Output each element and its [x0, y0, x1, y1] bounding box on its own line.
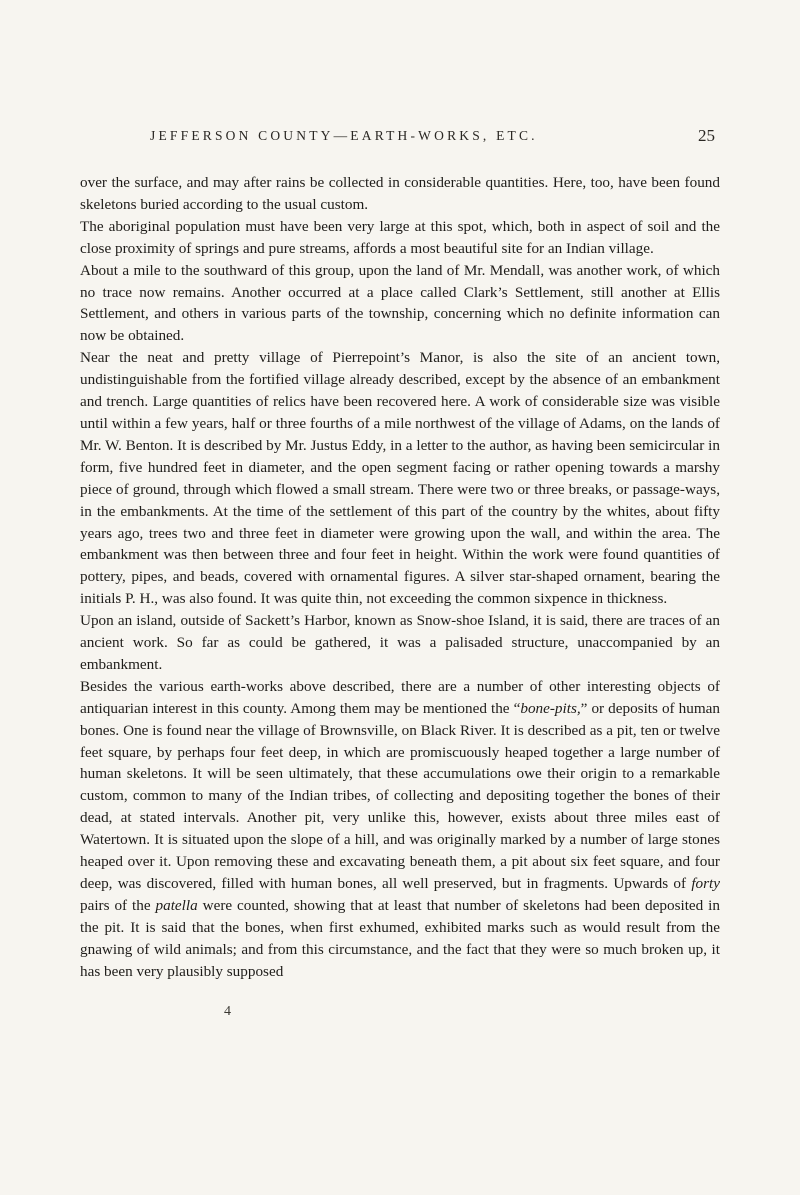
paragraph: Upon an island, outside of Sackett’s Harbor, known as Snow-shoe Island, it is said, there are traces of an ancient work. So far as could be gathered, it was a palisaded structure, unaccompanied by an embankment. [80, 612, 720, 673]
italic-term: forty [691, 875, 720, 892]
signature-mark: 4 [224, 1004, 231, 1019]
paragraph-bone-pits [80, 676, 720, 983]
running-head [150, 128, 715, 152]
paragraph: The aboriginal population must have been very large at this spot, which, both in aspect of soil and the close proximity of springs and pure streams, affords a most beautiful site for an Indian village. [80, 217, 720, 257]
paragraph: over the surface, and may after rains be collected in considerable quantities. Here, too, have been found skeletons buried according to the usual custom. [80, 174, 720, 213]
italic-term: patella [155, 896, 198, 914]
italic-term: bone-pits, [520, 699, 581, 717]
text-run: Besides the various earth-works above described, there are a number of other interesting objects of antiquarian interest in this county. Among them may be mentioned the “ [80, 677, 720, 717]
running-head-title: JEFFERSON COUNTY—EARTH-WORKS, ETC. [150, 128, 538, 143]
body-text [80, 172, 720, 983]
paragraph: About a mile to the southward of this group, upon the land of Mr. Mendall, was another work, of which no trace now remains. Another occurred at a place called Clark’s Settlement, still another at Ellis Settlement, and others in various parts of the township, concerning which no definite information can now be obtained. [80, 261, 720, 345]
page-number: 25 [698, 126, 715, 145]
text-run: were counted, showing that at least that number of skeletons had been deposited in the pit. It is said that the bones, when first exhumed, exhibited marks such as would result from the gnawing of wild animals; and from this circumstance, and the fact that they were so much broken up, it has been very plausibly supposed [80, 896, 720, 980]
paragraph: Near the neat and pretty village of Pierrepoint’s Manor, is also the site of an ancient town, undistinguishable from the fortified village already described, except by the absence of an embankment and trench. Large quantities of relics have been recovered here. A work of considerable size was visible until within a few years, half or three fourths of a mile northwest of the village of Adams, on the lands of Mr. W. Benton. It is described by Mr. Justus Eddy, in a letter to the author, as having been semicircular in form, five hundred feet in diameter, and the open segment facing or rather opening towards a marshy piece of ground, through which flowed a small stream. There were two or three breaks, or passage-ways, in the embankments. At the time of the settlement of this part of the country by the whites, about fifty years ago, trees two and three feet in diameter were growing upon the wall, and within the area. The embankment was then between three and four feet in height. Within the work were found quantities of pottery, pipes, and beads, covered with ornamental figures. A silver star-shaped ornament, bearing the initials P. H., was also found. It was quite thin, not exceeding the common sixpence in thickness. [80, 349, 720, 608]
text-run: ” or deposits of human bones. One is found near the village of Brownsville, on Black River. It is described as a pit, ten or twelve feet square, by perhaps four feet deep, in which are promiscuously heaped together a large number of human skeletons. It will be seen ultimately, that these accumulations owe their origin to a remarkable custom, common to many of the Indian tribes, of collecting and depositing together the bones of their dead, at stated intervals. Another pit, very unlike this, however, exists about three miles east of Watertown. It is situated upon the slope of a hill, and was originally marked by a number of large stones heaped over it. Upon removing these and excavating beneath them, a pit about six feet square, and four deep, was discovered, filled with human bones, all well preserved, but in fragments. Upwards of [80, 699, 720, 892]
text-run: pairs of the [80, 896, 156, 914]
